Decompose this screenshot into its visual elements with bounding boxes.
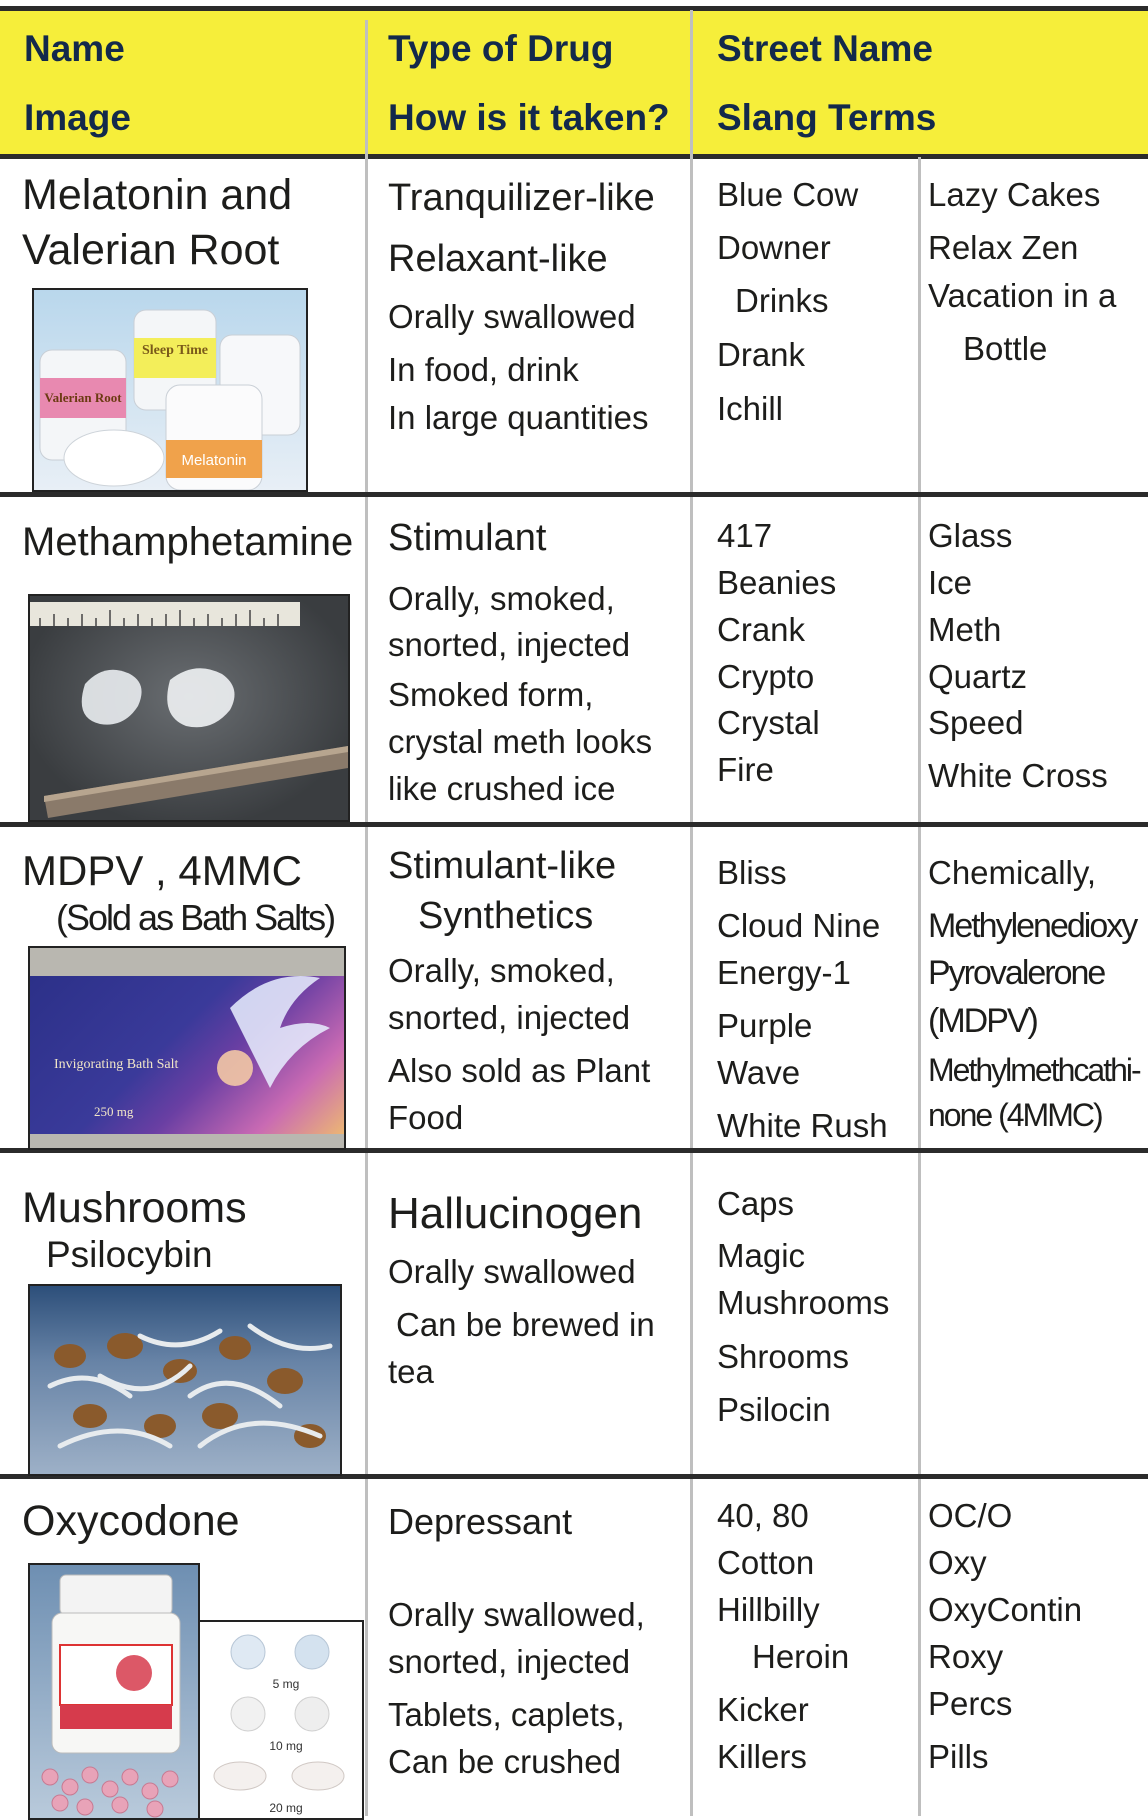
row-2-type-2: Orally, smoked, <box>388 580 615 617</box>
row-1-street-b-1: Lazy Cakes <box>928 176 1101 213</box>
row-2-name-line-1: Methamphetamine <box>22 520 354 564</box>
header-street-name: Street Name <box>717 28 933 69</box>
row-5-street-a-3: Hillbilly <box>717 1591 820 1628</box>
oxycodone-tablets-image <box>198 1620 364 1820</box>
row-4-street-a-1: Caps <box>717 1185 795 1222</box>
header-rule <box>0 154 1148 159</box>
row-2-street-a-5: Crystal <box>717 704 820 741</box>
column-divider-2 <box>690 10 693 1816</box>
row-5-street-a-4: Heroin <box>752 1638 850 1675</box>
row-3-type-5: Also sold as Plant <box>388 1052 651 1089</box>
row-4-street-a-2: Magic <box>717 1237 806 1274</box>
row-rule-2 <box>0 822 1148 827</box>
label-250-mg: 250 mg <box>94 1104 134 1119</box>
label-invigorating-bath-salt: Invigorating Bath Salt <box>54 1057 179 1072</box>
row-5-type-2: Orally swallowed, <box>388 1596 645 1633</box>
row-5-street-a-2: Cotton <box>717 1544 815 1581</box>
row-1-type-2: Relaxant-like <box>388 238 608 280</box>
label-valerian-root: Valerian Root <box>44 390 122 405</box>
label-5-mg: 5 mg <box>272 1677 300 1691</box>
row-3-type-4: snorted, injected <box>388 999 631 1036</box>
oxycontin-bottle-image <box>28 1563 200 1820</box>
row-1-street-a-4: Drank <box>717 336 806 373</box>
header-slang-terms: Slang Terms <box>717 97 937 138</box>
row-5-type-1: Depressant <box>388 1501 573 1542</box>
row-5-street-b-5: Percs <box>928 1685 1013 1722</box>
row-5-street-b-3: OxyContin <box>928 1591 1083 1628</box>
row-1-street-b-4: Bottle <box>963 330 1048 367</box>
row-3-type-3: Orally, smoked, <box>388 952 615 989</box>
header-image: Image <box>24 97 131 138</box>
row-1-type-5: In large quantities <box>388 399 649 436</box>
row-3-street-b-6: none (4MMC) <box>928 1097 1102 1133</box>
mushrooms-image <box>28 1284 342 1476</box>
row-rule-1 <box>0 492 1148 497</box>
row-1-type-1: Tranquilizer-like <box>388 177 655 219</box>
row-1-street-a-2: Downer <box>717 229 831 266</box>
row-1-type-4: In food, drink <box>388 351 579 388</box>
row-4-name-line-1: Mushrooms <box>22 1184 247 1232</box>
row-3-street-a-1: Bliss <box>717 854 787 891</box>
row-4-street-a-4: Shrooms <box>717 1338 850 1375</box>
row-2-type-1: Stimulant <box>388 517 547 559</box>
header-name: Name <box>24 28 125 69</box>
column-divider-1 <box>365 20 368 1816</box>
row-5-street-a-5: Kicker <box>717 1691 809 1728</box>
row-3-street-a-4: Purple <box>717 1007 813 1044</box>
row-5-street-a-1: 40, 80 <box>717 1497 809 1534</box>
row-5-type-4: Tablets, caplets, <box>388 1696 625 1733</box>
melatonin-valerian-image <box>32 288 308 492</box>
label-sleep-time: Sleep Time <box>142 343 208 358</box>
row-4-name-line-2: Psilocybin <box>46 1234 213 1275</box>
row-3-street-a-2: Cloud Nine <box>717 907 881 944</box>
row-3-type-2: Synthetics <box>418 895 594 937</box>
row-2-type-4: Smoked form, <box>388 676 594 713</box>
row-5-type-3: snorted, injected <box>388 1643 631 1680</box>
header-how-taken: How is it taken? <box>388 97 670 138</box>
row-3-street-b-1: Chemically, <box>928 854 1097 891</box>
row-1-street-a-3: Drinks <box>735 282 829 319</box>
row-1-type-3: Orally swallowed <box>388 298 636 335</box>
label-melatonin: Melatonin <box>181 452 247 469</box>
row-1-name-line-2: Valerian Root <box>22 226 280 274</box>
row-2-type-3: snorted, injected <box>388 626 631 663</box>
label-20-mg: 20 mg <box>269 1801 303 1815</box>
row-4-type-4: tea <box>388 1353 434 1390</box>
row-5-street-b-4: Roxy <box>928 1638 1004 1675</box>
row-3-name-line-2: (Sold as Bath Salts) <box>56 897 335 938</box>
row-3-street-b-5: Methylmethcathi- <box>928 1052 1140 1088</box>
row-2-street-a-3: Crank <box>717 611 806 648</box>
bath-salts-image <box>28 946 346 1150</box>
row-2-street-b-4: Quartz <box>928 658 1028 695</box>
row-5-street-b-2: Oxy <box>928 1544 987 1581</box>
row-2-street-a-1: 417 <box>717 517 773 554</box>
row-5-street-b-1: OC/O <box>928 1497 1013 1534</box>
row-2-street-a-2: Beanies <box>717 564 837 601</box>
top-rule <box>0 6 1148 11</box>
row-3-type-6: Food <box>388 1099 464 1136</box>
row-3-street-a-6: White Rush <box>717 1107 888 1144</box>
row-2-street-b-2: Ice <box>928 564 973 601</box>
row-2-street-a-4: Crypto <box>717 658 815 695</box>
row-3-name-line-1: MDPV , 4MMC <box>22 847 303 894</box>
row-5-street-b-6: Pills <box>928 1738 989 1775</box>
row-5-type-5: Can be crushed <box>388 1743 621 1780</box>
row-2-street-b-5: Speed <box>928 704 1024 741</box>
row-3-type-1: Stimulant-like <box>388 845 617 887</box>
row-1-street-b-2: Relax Zen <box>928 229 1079 266</box>
row-4-type-3: Can be brewed in <box>396 1306 655 1343</box>
row-2-street-b-1: Glass <box>928 517 1013 554</box>
row-1-name-line-1: Melatonin and <box>22 171 293 219</box>
row-2-street-b-6: White Cross <box>928 757 1108 794</box>
row-1-street-a-5: Ichill <box>717 390 784 427</box>
row-4-type-2: Orally swallowed <box>388 1253 636 1290</box>
row-2-type-5: crystal meth looks <box>388 723 653 760</box>
row-2-street-a-6: Fire <box>717 751 774 788</box>
methamphetamine-image <box>28 594 350 822</box>
row-3-street-b-2: Methylenedioxy <box>928 907 1137 945</box>
row-5-street-a-6: Killers <box>717 1738 807 1775</box>
row-3-street-a-3: Energy-1 <box>717 954 851 991</box>
column-divider-3 <box>918 157 921 1816</box>
row-3-street-b-3: Pyrovalerone <box>928 954 1105 992</box>
row-3-street-a-5: Wave <box>717 1054 801 1091</box>
row-2-street-b-3: Meth <box>928 611 1002 648</box>
row-4-street-a-5: Psilocin <box>717 1391 831 1428</box>
row-2-type-6: like crushed ice <box>388 770 616 807</box>
header-type-of-drug: Type of Drug <box>388 28 614 69</box>
label-10-mg: 10 mg <box>269 1739 303 1753</box>
row-4-street-a-3: Mushrooms <box>717 1284 890 1321</box>
row-4-type-1: Hallucinogen <box>388 1189 643 1238</box>
row-5-name-line-1: Oxycodone <box>22 1497 240 1545</box>
row-1-street-a-1: Blue Cow <box>717 176 859 213</box>
row-1-street-b-3: Vacation in a <box>928 277 1117 314</box>
row-3-street-b-4: (MDPV) <box>928 1002 1037 1040</box>
